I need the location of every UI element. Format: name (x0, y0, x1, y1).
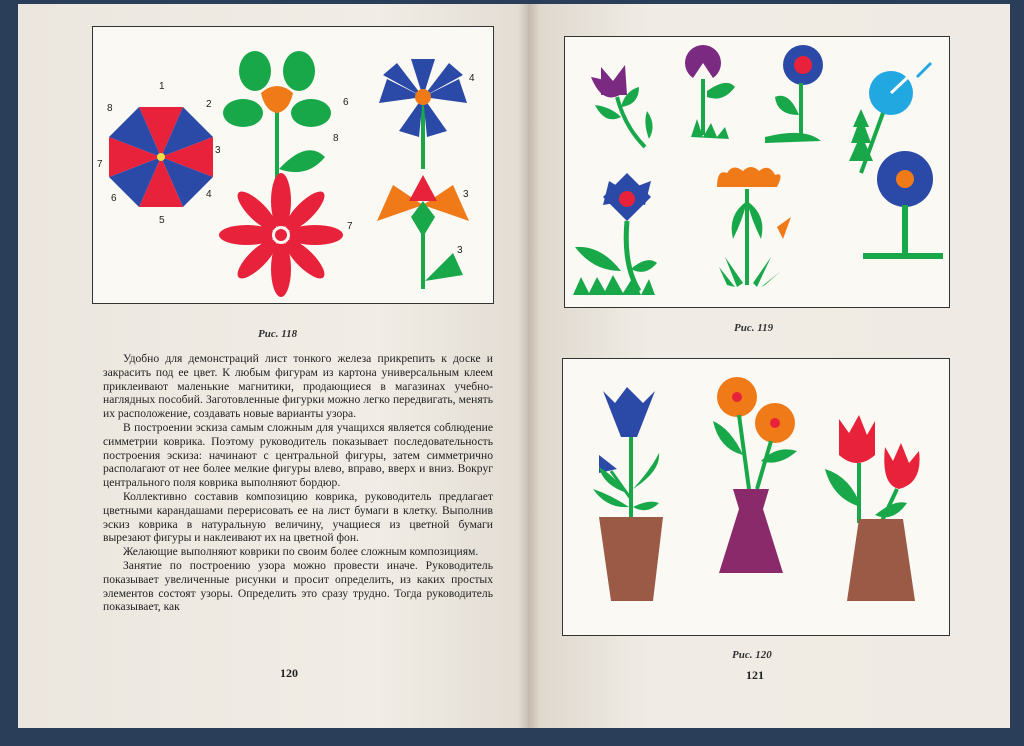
figure-caption-119: Рис. 119 (734, 322, 774, 334)
paragraph: Удобно для демонстраций лист тонкого железа прикрепить к доске и закрасить под ее цвет. К любым фигурам из картона универсальным клеем приклеивают маленькие магнитики, продающиеся в магазинах учебно-наглядных пособий. Заготовленные фигурки можно легко передвигать, менять их расположение, создавать новые варианты узора. (103, 352, 493, 421)
svg-text:7: 7 (347, 221, 353, 232)
svg-text:7: 7 (97, 159, 103, 170)
book-gutter (518, 4, 540, 728)
body-text (103, 352, 493, 614)
svg-text:3: 3 (215, 145, 221, 156)
svg-text:8: 8 (333, 133, 339, 144)
svg-text:3: 3 (463, 189, 469, 200)
figure-118 (92, 26, 494, 304)
svg-text:3: 3 (457, 245, 463, 256)
paragraph: Занятие по построению узора можно провести иначе. Руководитель показывает увеличенные рисунки и просит определить, из каких простых элементов состоят узоры. Определить это сразу трудно. Тогда руководитель показывает, как (103, 558, 493, 614)
paragraph: Коллективно составив композицию коврика, руководитель предлагает цветными карандашами перерисовать ее на лист бумаги в клетку. Выполнив эскиз коврика в натуральную величину, учащиеся из цветной бумаги вырезают фигуры и наклеивают их на цветной фон. (103, 489, 493, 545)
svg-text:6: 6 (111, 193, 117, 204)
page-number-right: 121 (746, 668, 764, 682)
left-page (18, 4, 528, 728)
book-spread (18, 4, 1010, 728)
paragraph: В построении эскиза самым сложным для учащихся является соблюдение симметрии коврика. Поэтому руководитель показывает последовательность построения эскиза: начинают с центральной фигуры, затем симметрично располагают от нее более мелкие фигуры влево, вправо, вверх и вниз. Вокруг центрального поля коврика выполняют бордюр. (103, 420, 493, 490)
right-page (528, 4, 1010, 728)
paragraph: Желающие выполняют коврики по своим более сложным композициям. (123, 545, 479, 559)
svg-text:8: 8 (107, 103, 113, 114)
figure-caption-120: Рис. 120 (732, 649, 772, 661)
svg-text:4: 4 (206, 189, 212, 200)
figure-120 (562, 358, 950, 636)
figure-119-drawing (565, 37, 949, 307)
label: 1 (159, 81, 165, 92)
page-number-left: 120 (280, 666, 298, 680)
svg-text:5: 5 (159, 215, 165, 226)
svg-text:2: 2 (206, 99, 212, 110)
figure-118-drawing (93, 27, 493, 303)
figure-120-drawing (563, 359, 949, 635)
figure-119 (564, 36, 950, 308)
svg-text:4: 4 (469, 73, 475, 84)
figure-caption-118: Рис. 118 (258, 328, 298, 340)
svg-text:6: 6 (343, 97, 349, 108)
